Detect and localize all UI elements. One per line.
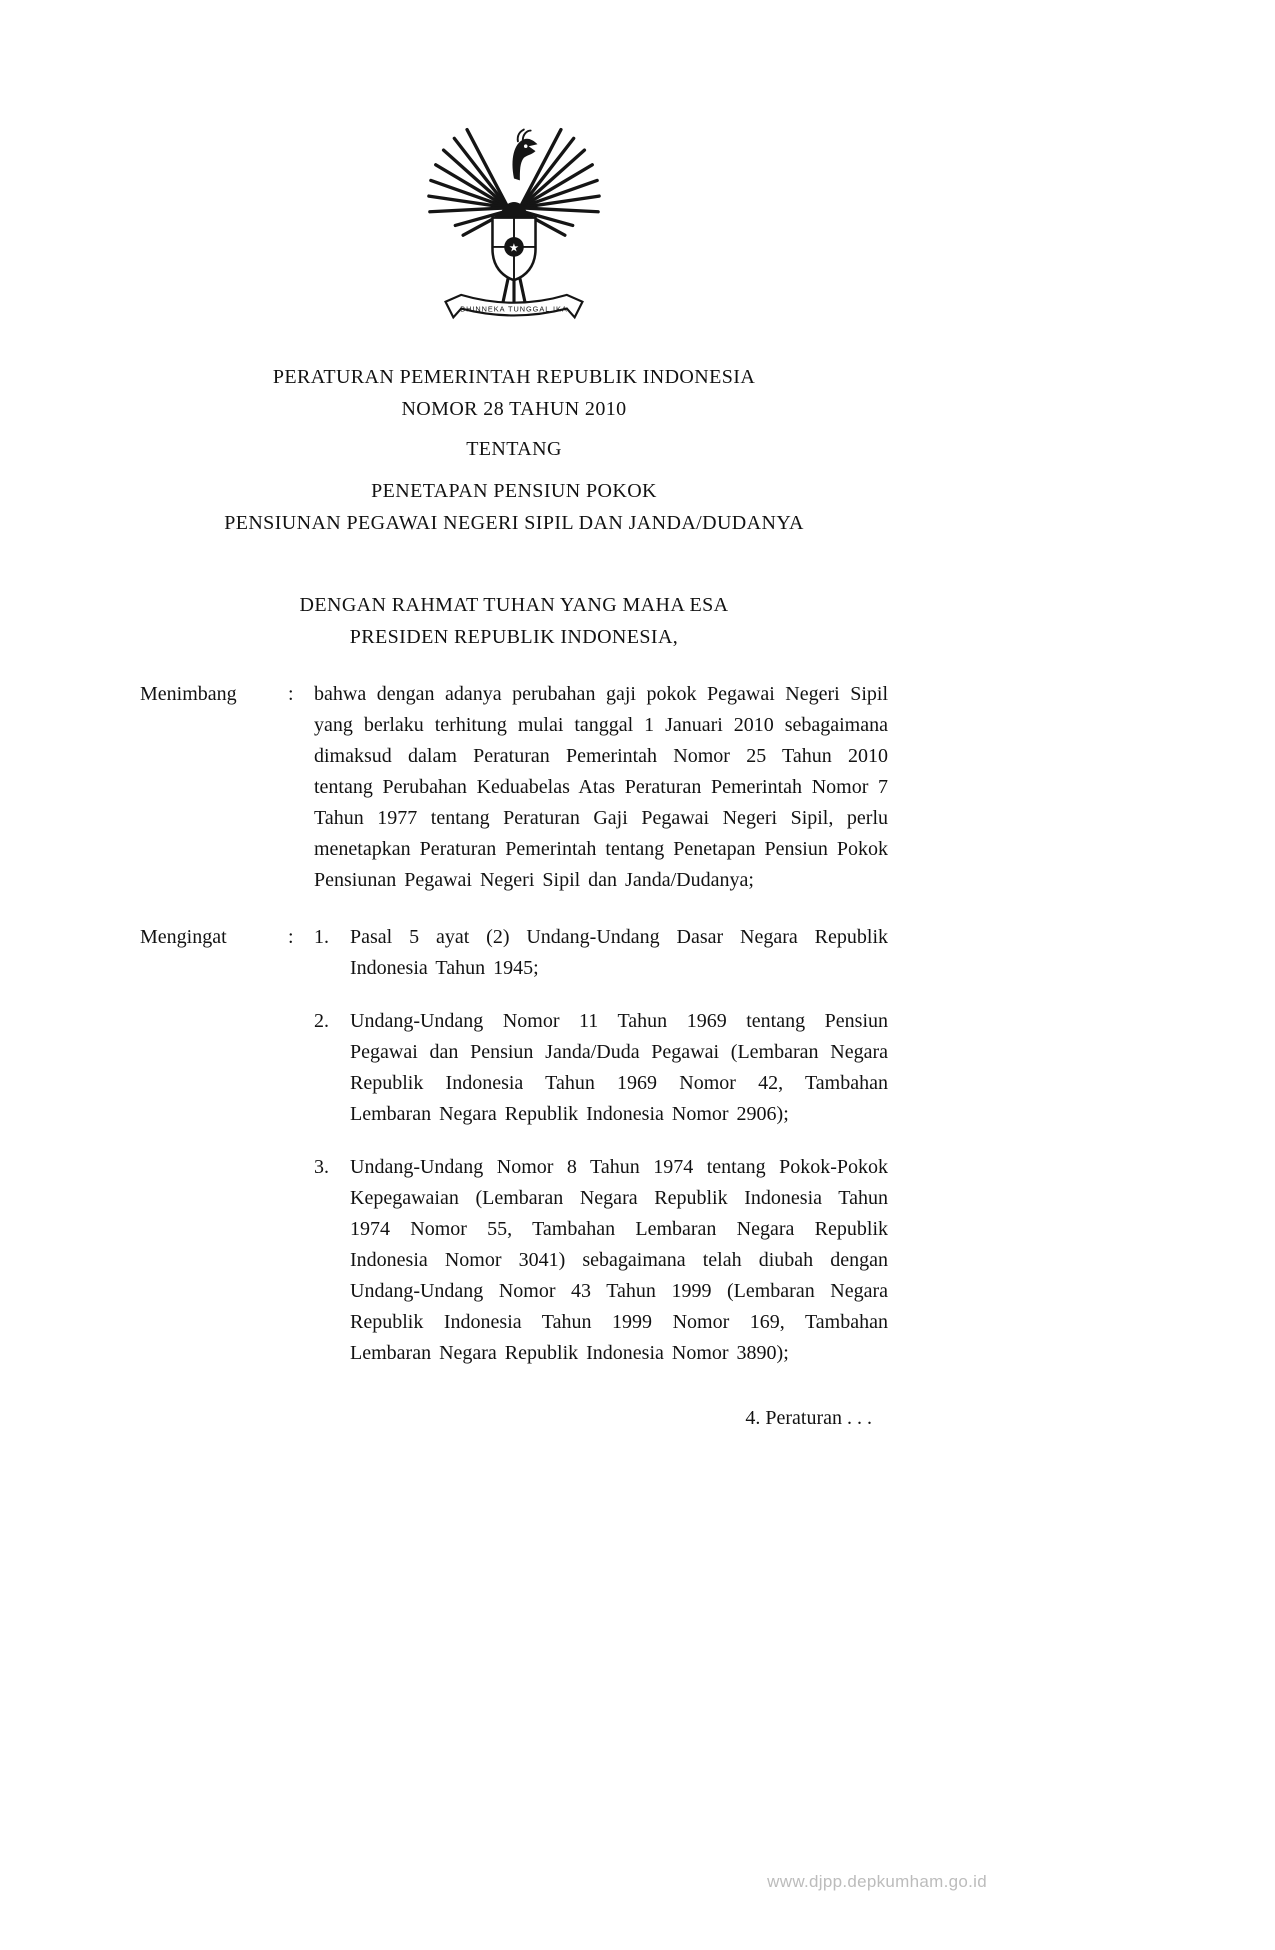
invocation-block [140,589,888,653]
garuda-shield [492,218,535,281]
menimbang-text: bahwa dengan adanya perubahan gaji pokok Pegawai Negeri Sipil yang berlaku terhitung mulai tanggal 1 Januari 2010 sebagaimana dimaksud dalam Peraturan Pemerintah Nomor 25 Tahun 2010 tentang Perubahan Keduabelas Atas Peraturan Pemerintah Nomor 7 Tahun 1977 tentang Peraturan Gaji Pegawai Negeri Sipil, perlu menetapkan Peraturan Pemerintah tentang Penetapan Pensiun Pokok Pensiunan Pegawai Negeri Sipil dan Janda/Dudanya; [314,683,888,891]
item-text: Undang-Undang Nomor 8 Tahun 1974 tentang Pokok-Pokok Kepegawaian (Lembaran Negara Republik Indonesia Tahun 1974 Nomor 55, Tambahan Lembaran Negara Republik Indonesia Nomor 3041) sebagaimana telah diubah dengan Undang-Undang Nomor 43 Tahun 1999 (Lembaran Negara Republik Indonesia Tahun 1999 Nomor 169, Tambahan Lembaran Negara Republik Indonesia Nomor 3890); [350,1156,888,1364]
garuda-pancasila-icon [416,110,612,335]
mengingat-clause [140,922,888,1369]
menimbang-label: Menimbang [140,683,237,705]
subject-block [140,475,888,539]
item-text: Undang-Undang Nomor 11 Tahun 1969 tentang Pensiun Pegawai dan Pensiun Janda/Duda Pegawai (Lembaran Negara Republik Indonesia Tahun 1969 Nomor 42, Tambahan Lembaran Negara Republik Indonesia Nomor 2906); [350,1010,888,1125]
mengingat-item-1 [314,922,888,984]
emblem-motto: BHINNEKA TUNGGAL IKA [460,304,568,314]
subject-line1: PENETAPAN PENSIUN POKOK [371,480,657,502]
menimbang-body [314,679,888,896]
item-number: 1. [314,926,329,948]
mengingat-body [314,922,888,1369]
title-block [140,361,888,465]
invocation-line: DENGAN RAHMAT TUHAN YANG MAHA ESA [299,594,729,616]
mengingat-item-2 [314,1006,888,1130]
menimbang-colon: : [288,683,294,705]
menimbang-clause [140,679,888,896]
item-number: 2. [314,1010,329,1032]
garuda-head [513,130,538,181]
item-text: Pasal 5 ayat (2) Undang-Undang Dasar Negara Republik Indonesia Tahun 1945; [350,926,888,979]
regulation-title-line2: NOMOR 28 TAHUN 2010 [401,398,627,420]
mengingat-colon: : [288,926,294,948]
regulation-title-line1: PERATURAN PEMERINTAH REPUBLIK INDONESIA [272,366,756,388]
garuda-emblem [140,0,888,335]
authority-line: PRESIDEN REPUBLIK INDONESIA, [349,626,679,648]
subject-line2: PENSIUNAN PEGAWAI NEGERI SIPIL DAN JANDA/DUDANYA [224,512,804,534]
mengingat-item-3 [314,1152,888,1369]
tentang-label: TENTANG [466,438,562,460]
shield-star-icon: ★ [508,241,520,255]
page-continuation-marker: 4. Peraturan . . . [745,1407,872,1429]
document-content [140,0,888,1430]
watermark: www.djpp.depkumham.go.id [767,1872,987,1891]
item-number: 3. [314,1156,329,1178]
mengingat-label: Mengingat [140,926,227,948]
